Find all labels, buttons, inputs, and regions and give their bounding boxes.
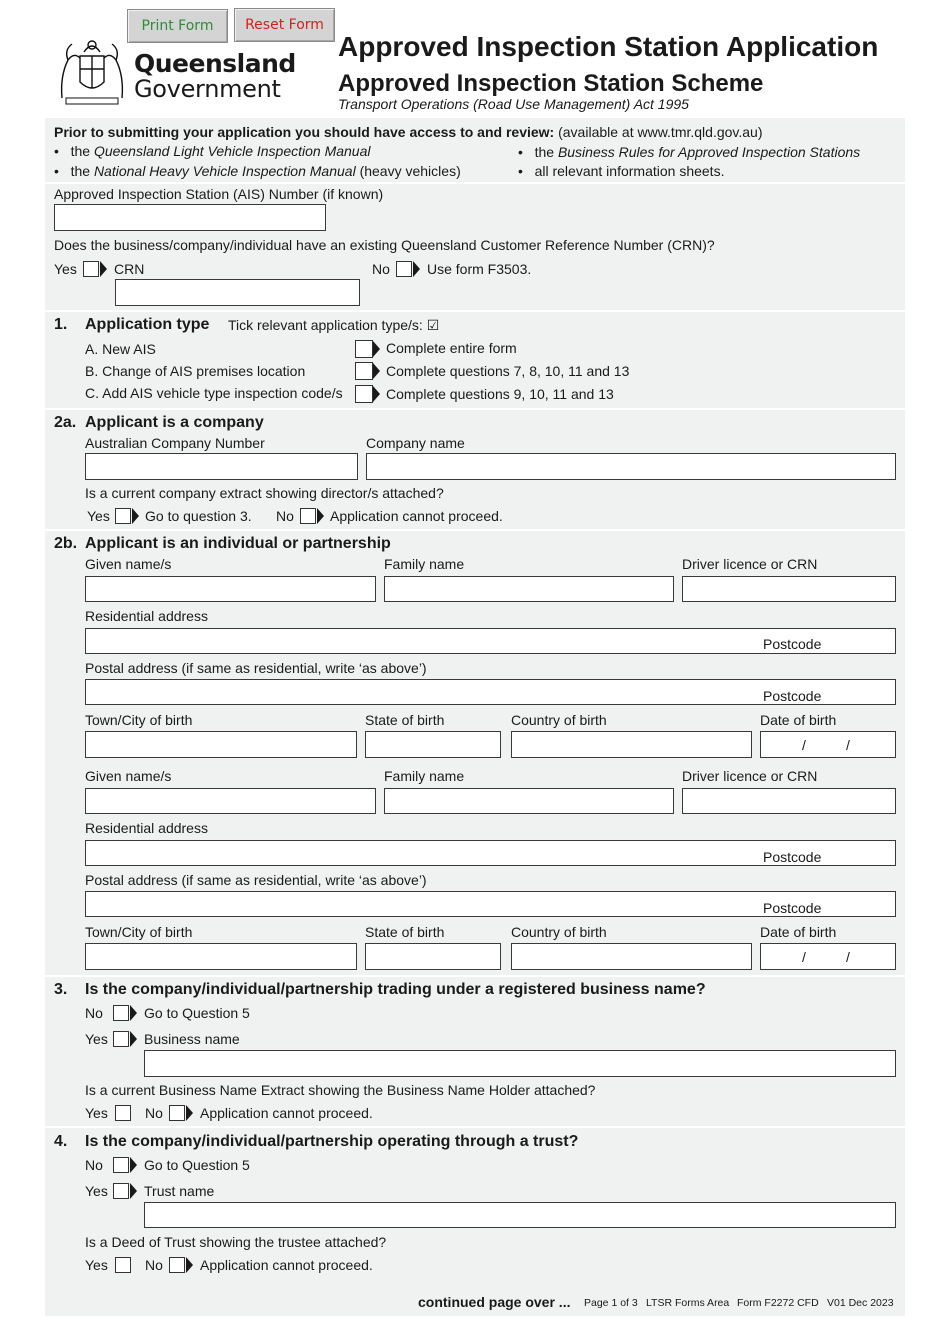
p1-licence-label: Driver licence or CRN [682,556,818,572]
p2-state-label: State of birth [365,924,445,940]
q4-deed-no-checkbox[interactable] [169,1257,185,1273]
p1-residential-postcode-label: Postcode [763,636,822,652]
print-form-button[interactable]: Print Form [127,9,228,43]
p1-family-label: Family name [384,556,465,572]
q4-number: 4. [54,1133,68,1150]
p1-state-label: State of birth [365,712,445,728]
footer-area: LTSR Forms Area [646,1297,730,1309]
q1-instruction: Tick relevant application type/s: ☑ [228,317,440,333]
ais-number-input[interactable] [54,204,326,231]
arrow-icon [130,1031,137,1047]
p2-family-label: Family name [384,768,465,784]
q1-option-a-label: A. New AIS [85,341,156,357]
p1-family-input[interactable] [384,576,674,602]
p2-residential-postcode-label: Postcode [763,849,822,865]
footer-page: Page 1 of 3 [584,1297,638,1309]
p2-dob-slash-2: / [846,949,850,965]
arrow-icon [186,1105,193,1121]
q1-option-a-checkbox[interactable] [355,340,373,358]
arrow-icon [373,386,380,402]
arrow-icon [130,1157,137,1173]
arrow-icon [413,261,420,277]
q3-extract-no-note: Application cannot proceed. [200,1105,373,1121]
q4-deed-yes-label: Yes [85,1257,108,1273]
q2b-number: 2b. [54,535,78,552]
p2-dob-slash-1: / [802,949,806,965]
intro-lead: Prior to submitting your application you should have access to and review: (available at www.tmr.qld.gov.au) [54,124,763,140]
queensland-crest-logo [54,36,130,106]
arrow-icon [373,341,380,357]
p2-given-input[interactable] [85,788,376,814]
p2-family-input[interactable] [384,788,674,814]
q4-question: Is a Deed of Trust showing the trustee attached? [85,1234,387,1250]
arrow-icon [186,1257,193,1273]
q3-yes-checkbox[interactable] [113,1031,129,1047]
p2-dob-label: Date of birth [760,924,837,940]
q1-number: 1. [54,316,68,333]
footer-version: V01 Dec 2023 [827,1297,894,1309]
p1-dob-slash-2: / [846,737,850,753]
company-name-label: Company name [366,435,465,451]
q2a-no-checkbox[interactable] [300,508,316,524]
q1-option-b-note: Complete questions 7, 8, 10, 11 and 13 [386,363,630,379]
q3-no-note: Go to Question 5 [144,1005,250,1021]
p1-postal-postcode-label: Postcode [763,688,822,704]
p1-country-input[interactable] [511,731,752,758]
intro-bullet-4: • all relevant information sheets. [518,163,725,179]
ais-number-label: Approved Inspection Station (AIS) Number (if known) [54,186,384,202]
q3-no-checkbox[interactable] [113,1005,129,1021]
page-subtitle: Approved Inspection Station Scheme [338,70,764,97]
p2-town-input[interactable] [85,943,357,970]
q2b-title: Applicant is an individual or partnership [85,535,391,552]
intro-bullet-3: • the Business Rules for Approved Inspection Stations [518,144,861,160]
arrow-icon [373,363,380,379]
p1-given-input[interactable] [85,576,376,602]
p1-town-input[interactable] [85,731,357,758]
p1-licence-input[interactable] [682,576,896,602]
p1-dob-input[interactable] [760,731,896,758]
p1-country-label: Country of birth [511,712,607,728]
q1-option-c-label: C. Add AIS vehicle type inspection code/s [85,385,343,401]
p2-country-label: Country of birth [511,924,607,940]
crn-no-label: No [372,261,390,277]
q4-yes-label: Yes [85,1183,108,1199]
q4-no-note: Go to Question 5 [144,1157,250,1173]
p2-postal-postcode-label: Postcode [763,900,822,916]
q3-yes-label: Yes [85,1031,108,1047]
p2-dob-input[interactable] [760,943,896,970]
q4-deed-no-label: No [145,1257,163,1273]
q2a-question: Is a current company extract showing director/s attached? [85,485,444,501]
q2a-no-note: Application cannot proceed. [330,508,503,524]
q4-deed-yes-checkbox[interactable] [115,1257,131,1273]
q3-no-label: No [85,1005,103,1021]
logo-queensland: Queensland [134,49,296,78]
q1-option-b-checkbox[interactable] [355,362,373,380]
p2-state-input[interactable] [365,943,501,970]
intro-bullet-1: • the Queensland Light Vehicle Inspection Manual [54,143,371,159]
p2-town-label: Town/City of birth [85,924,193,940]
q3-extract-no-label: No [145,1105,163,1121]
q4-trust-name-label: Trust name [144,1183,215,1199]
p2-postal-label: Postal address (if same as residential, write ‘as above’) [85,872,427,888]
p2-given-label: Given name/s [85,768,172,784]
page-title: Approved Inspection Station Application [338,31,879,62]
q2a-no-label: No [276,508,294,524]
q3-extract-yes-checkbox[interactable] [115,1105,131,1121]
p2-licence-label: Driver licence or CRN [682,768,818,784]
p1-state-input[interactable] [365,731,501,758]
q4-trust-name-input[interactable] [144,1202,896,1228]
q3-extract-no-checkbox[interactable] [169,1105,185,1121]
q3-business-name-input[interactable] [144,1050,896,1077]
q2a-title: Applicant is a company [85,414,264,431]
q4-title: Is the company/individual/partnership operating through a trust? [85,1133,579,1150]
crn-input[interactable] [115,279,360,306]
footer-form-number: Form F2272 CFD [737,1297,819,1309]
q1-option-a-note: Complete entire form [386,340,517,356]
crn-question: Does the business/company/individual have an existing Queensland Customer Reference Number (CRN)? [54,237,715,253]
p2-licence-input[interactable] [682,788,896,814]
q2a-yes-note: Go to question 3. [145,508,252,524]
arrow-icon [132,508,139,524]
p2-residential-label: Residential address [85,820,208,836]
intro-bullet-2: • the National Heavy Vehicle Inspection Manual (heavy vehicles) [54,163,461,179]
q2a-yes-label: Yes [87,508,110,524]
q1-option-b-label: B. Change of AIS premises location [85,363,306,379]
crn-label: CRN [114,261,145,277]
q1-option-c-checkbox[interactable] [355,385,373,403]
q1-title: Application type [85,316,210,333]
arrow-icon [100,261,107,277]
logo-government: Government [134,75,281,103]
reset-form-button[interactable]: Reset Form [234,8,335,42]
q2a-number: 2a. [54,414,77,431]
q4-deed-no-note: Application cannot proceed. [200,1257,373,1273]
arrow-icon [130,1005,137,1021]
q4-yes-checkbox[interactable] [113,1183,129,1199]
p1-given-label: Given name/s [85,556,172,572]
q3-number: 3. [54,981,68,998]
q3-business-name-label: Business name [144,1031,240,1047]
acn-label: Australian Company Number [85,435,265,451]
q2a-yes-checkbox[interactable] [115,508,131,524]
q3-title: Is the company/individual/partnership trading under a registered business name? [85,981,706,998]
act-reference: Transport Operations (Road Use Management) Act 1995 [338,96,689,112]
checkbox-tick-icon: ☑ [426,317,440,333]
q3-question: Is a current Business Name Extract showing the Business Name Holder attached? [85,1082,596,1098]
crn-no-checkbox[interactable] [396,261,412,277]
q4-no-checkbox[interactable] [113,1157,129,1173]
q1-option-c-note: Complete questions 9, 10, 11 and 13 [386,386,614,402]
p1-town-label: Town/City of birth [85,712,193,728]
arrow-icon [317,508,324,524]
crn-no-note: Use form F3503. [427,261,532,277]
crn-yes-label: Yes [54,261,77,277]
company-name-input[interactable] [366,453,896,480]
p2-country-input[interactable] [511,943,752,970]
p1-dob-slash-1: / [802,737,806,753]
p1-postal-label: Postal address (if same as residential, write ‘as above’) [85,660,427,676]
q4-no-label: No [85,1157,103,1173]
p1-residential-label: Residential address [85,608,208,624]
crn-yes-checkbox[interactable] [83,261,99,277]
continued-page-over: continued page over ... [418,1294,571,1310]
p1-dob-label: Date of birth [760,712,837,728]
arrow-icon [130,1183,137,1199]
q3-extract-yes-label: Yes [85,1105,108,1121]
acn-input[interactable] [85,453,358,480]
